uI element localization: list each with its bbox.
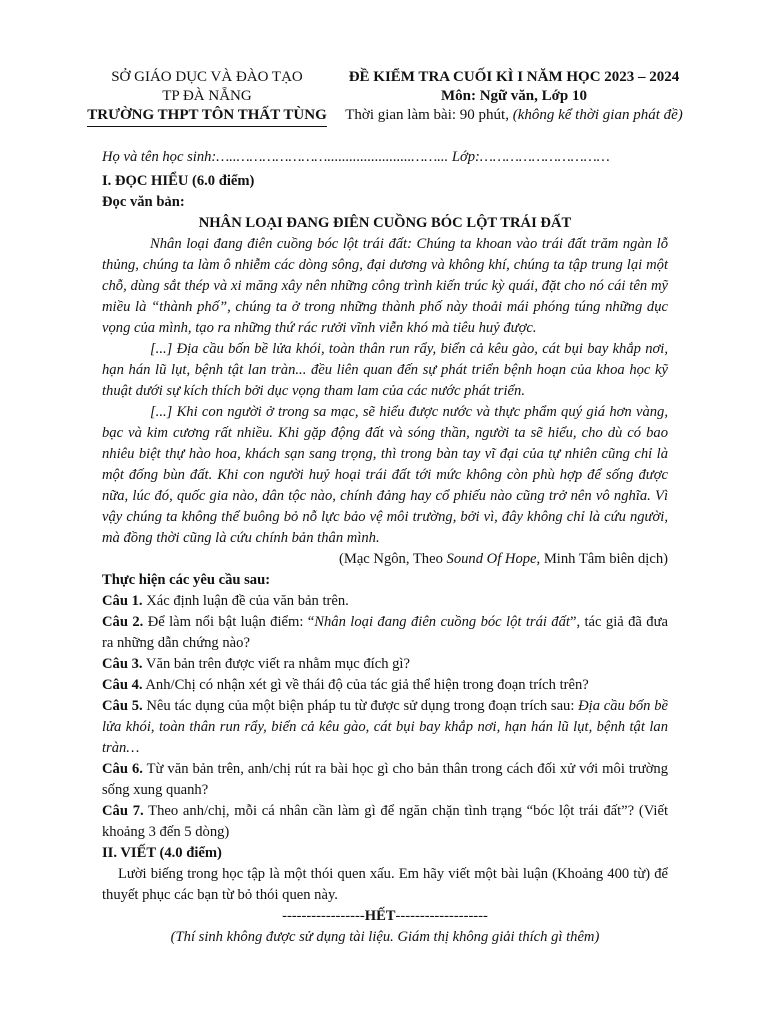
end-word: HẾT [364,908,396,924]
question-5-text: Nêu tác dụng của một biện pháp tu từ được sử dụng trong đoạn trích sau: [142,698,579,714]
question-7-label: Câu 7. [102,803,144,819]
passage-paragraph-1: Nhân loại đang điên cuồng bóc lột trái đất: Chúng ta khoan vào trái đất trăm ngàn lỗ thủng, chúng ta làm ô nhiễm các dòng sông, đại dương và không khí, chúng ta tập trung lại một chỗ, dùng sắt thép và xi măng xây nên những công trình kiến trúc kỳ quái, đặt cho nó cái tên mỹ miều là “thành phố”, chúng ta ở trong những thành phố này thoải mái phóng túng những dục vọng của mình, tạo ra những thứ rác rưởi vĩnh viễn khó mà tiêu huỷ được. [102,236,668,336]
student-info-line: Họ và tên học sinh:…..………………….......................……... Lớp:………………………… [102,149,610,165]
question-3-label: Câu 3. [102,656,143,672]
question-4 [102,675,668,696]
exam-time-note: (không kể thời gian phát đề) [512,107,683,123]
school-name: TRƯỜNG THPT TÔN THẤT TÙNG [87,106,327,127]
question-4-text: Anh/Chị có nhận xét gì về thái độ của tác giả thể hiện trong đoạn trích trên? [142,677,589,693]
question-5-quote: Địa cầu bốn bề lửa khói, toàn thân run rẩy, biển cả kêu gào, cát bụi bay khắp nơi, hạn hán lũ lụt, bệnh tật lan tràn… [102,698,668,756]
question-1-text: Xác định luận đề của văn bản trên. [142,593,349,609]
source-italic: Sound Of Hope [446,551,537,567]
question-2-quote: Nhân loại đang điên cuồng bóc lột trái đất [314,614,570,630]
question-2 [102,612,668,654]
end-marker [102,906,668,927]
exam-subject: Môn: Ngữ văn, Lớp 10 [440,88,588,104]
question-1-label: Câu 1. [102,593,143,609]
question-2-label: Câu 2. [102,614,144,630]
end-dashes-left: ----------------- [282,908,365,924]
header-right [336,68,692,125]
question-5 [102,696,668,759]
question-6-text: Từ văn bản trên, anh/chị rút ra bài học gì cho bản thân trong cách đối xử với môi trường sống xung quanh? [102,761,669,798]
passage-paragraph-2: [...] Địa cầu bốn bề lửa khói, toàn thân run rẩy, biển cả kêu gào, cát bụi bay khắp nơi, hạn hán lũ lụt, bệnh tật lan tràn... đều liên quan đến sự phát triển bệnh hoạn của khoa học kỹ thuật dưới sự kích thích bởi dục vọng tham lam của các nước phát triển. [102,341,668,399]
question-4-label: Câu 4. [102,677,143,693]
writing-task: Lười biếng trong học tập là một thói quen xấu. Em hãy viết một bài luận (Khoảng 400 từ) để thuyết phục các bạn từ bỏ thói quen này. [102,866,668,903]
exam-time-prefix: Thời gian làm bài: 90 phút, [345,107,513,123]
question-6 [102,759,668,801]
question-7-text: Theo anh/chị, mỗi cá nhân cần làm gì để ngăn chặn tình trạng “bóc lột trái đất”? (Viết khoảng 3 đến 5 dòng) [102,803,669,840]
exam-body [102,147,668,948]
question-2-after: ”, tác giả đã đưa ra những dẫn chứng nào? [102,614,668,651]
question-7 [102,801,668,843]
question-3 [102,654,668,675]
end-dashes-right: ------------------- [395,908,488,924]
exam-time [336,106,692,125]
source-suffix: , Minh Tâm biên dịch) [536,551,668,567]
question-2-text: Để làm nổi bật luận điểm: “ [143,614,315,630]
source-prefix: (Mạc Ngôn, Theo [338,551,447,567]
question-1 [102,591,668,612]
exam-title: ĐỀ KIỂM TRA CUỐI KÌ I NĂM HỌC 2023 – 2024 [348,69,680,85]
department-line1: SỞ GIÁO DỤC VÀ ĐÀO TẠO [111,69,303,85]
question-3-text: Văn bản trên được viết ra nhằm mục đích gì? [142,656,410,672]
exam-note: (Thí sinh không được sử dụng tài liệu. Giám thị không giải thích gì thêm) [170,929,600,945]
header-left [78,68,336,127]
question-6-label: Câu 6. [102,761,143,777]
passage-paragraph-3: [...] Khi con người ở trong sa mạc, sẽ hiểu được nước và thực phẩm quý giá hơn vàng, bạc và kim cương rất nhiều. Khi gặp động đất và sóng thần, người ta sẽ hiểu, cho dù có bao nhiêu biệt thự hào hoa, khách sạn sang trọng, thì trong bàn tay vĩ đại của tự nhiên cũng chỉ là một đống bùn đất. Khi con người huỷ hoại trái đất tới mức không còn phù hợp để sống được nữa, lúc đó, quốc gia nào, dân tộc nào, chính đảng hay cổ phiếu nào cũng trở nên vô nghĩa. Vì vậy chúng ta không thể buông bỏ nỗ lực bảo vệ môi trường, bởi vì, đây không chỉ là cứu người, mà đồng thời cũng là cứu chính bản thân mình. [102,404,668,546]
section1-heading: I. ĐỌC HIỂU (6.0 điểm) [102,173,255,189]
read-label: Đọc văn bản: [102,194,185,210]
tasks-label: Thực hiện các yêu cầu sau: [102,572,271,588]
department-line2: TP ĐÀ NẴNG [162,88,252,104]
passage-source [102,549,668,570]
passage-title: NHÂN LOẠI ĐANG ĐIÊN CUỒNG BÓC LỘT TRÁI ĐẤT [198,215,572,231]
section2-heading: II. VIẾT (4.0 điểm) [102,845,222,861]
question-5-label: Câu 5. [102,698,143,714]
